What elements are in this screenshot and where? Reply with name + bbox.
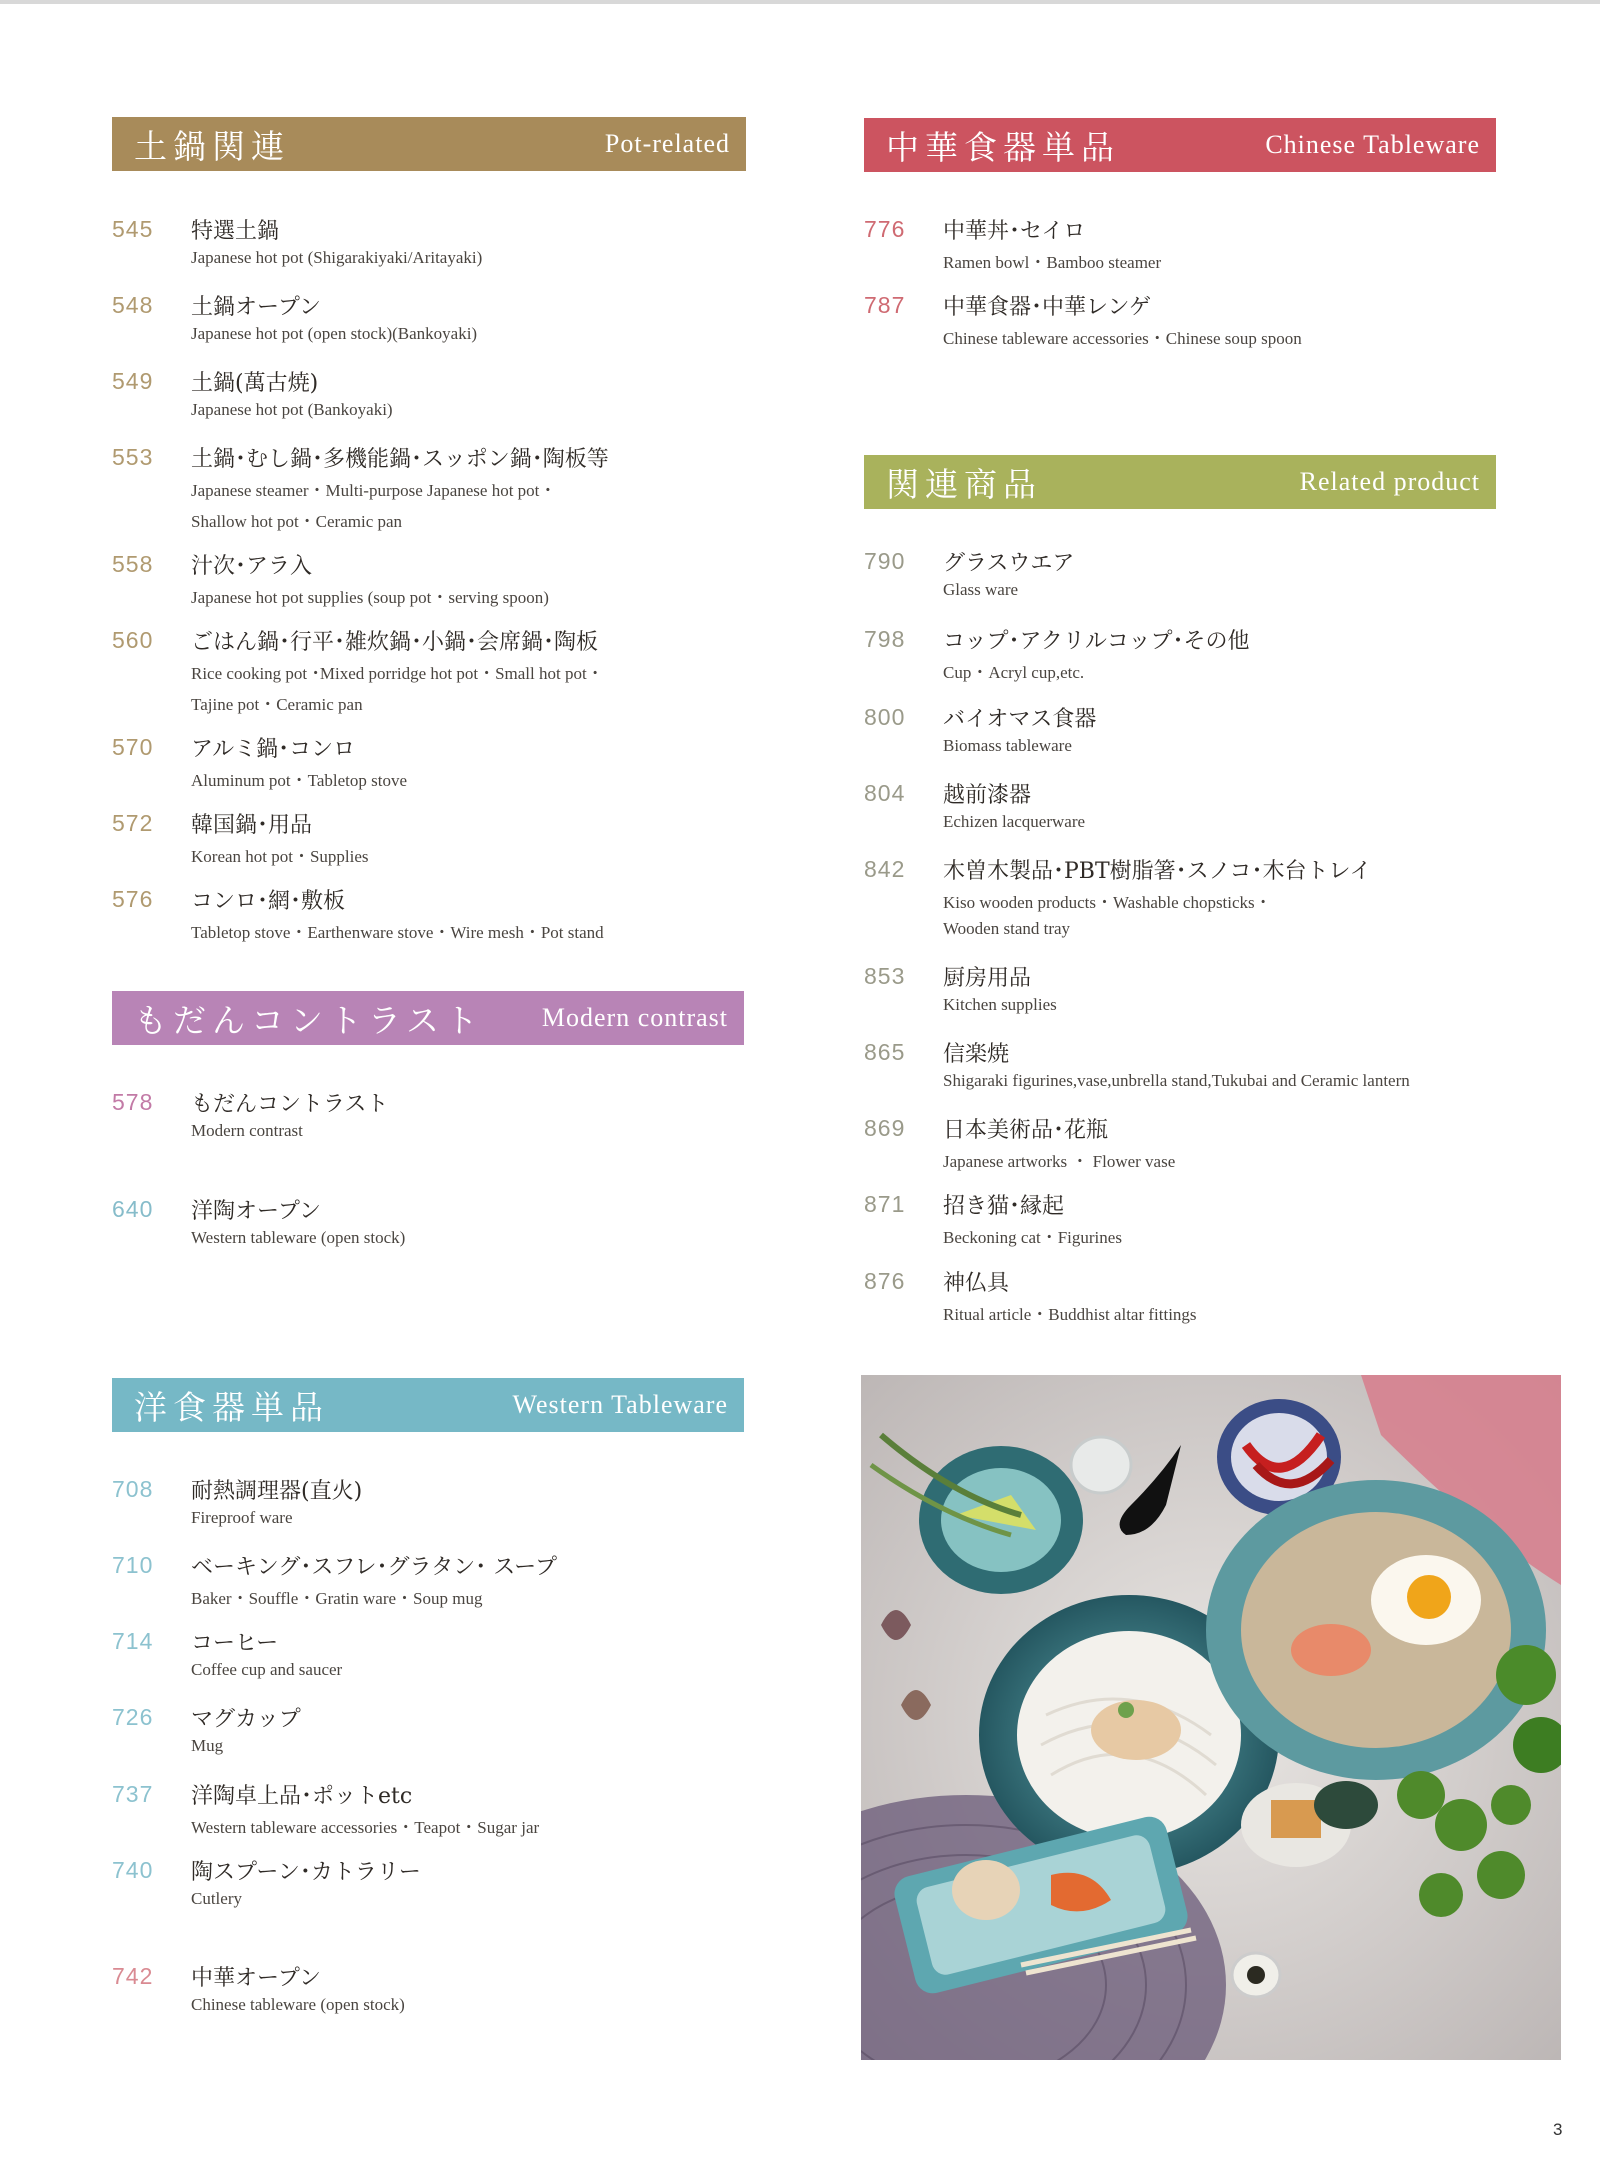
item-number: 558 <box>112 551 154 577</box>
item-name-jp: 中華オープン <box>191 1966 322 1991</box>
section-western-tableware <box>112 1378 744 2014</box>
item-number: 560 <box>112 627 154 653</box>
item-name-en: Tabletop stove・Earthenware stove・Wire mesh・Pot stand <box>191 923 604 942</box>
catalog-item <box>864 1266 1504 1326</box>
item-name-en: Kitchen supplies <box>943 995 1057 1014</box>
section-header <box>864 455 1496 509</box>
page-number: 3 <box>1553 2120 1563 2139</box>
item-name-en: Mug <box>191 1736 224 1755</box>
item-name-en: Aluminum pot・Tabletop stove <box>191 771 408 790</box>
item-name-en: Fireproof ware <box>191 1508 293 1527</box>
item-number: 790 <box>864 548 906 574</box>
catalog-item <box>112 884 752 944</box>
item-name-en: Cup・Acryl cup,etc. <box>943 663 1085 682</box>
item-name-en: Ramen bowl・Bamboo steamer <box>943 253 1162 272</box>
catalog-item <box>112 1779 752 1839</box>
item-name-jp: コーヒー <box>191 1631 279 1656</box>
catalog-item <box>864 854 1504 946</box>
item-number: 737 <box>112 1781 154 1807</box>
item-name-jp: コップ･アクリルコップ･その他 <box>943 629 1250 654</box>
item-number: 800 <box>864 704 906 730</box>
item-number: 804 <box>864 780 906 806</box>
item-name-en: Cutlery <box>191 1889 242 1908</box>
item-name-jp: 神仏具 <box>943 1271 1010 1296</box>
item-number: 871 <box>864 1191 906 1217</box>
catalog-item <box>112 442 752 534</box>
item-number: 640 <box>112 1196 154 1222</box>
top-border <box>0 0 1600 4</box>
item-name-jp: 耐熱調理器(直火) <box>191 1479 363 1504</box>
item-name-jp: 洋陶卓上品･ポットetc <box>191 1784 413 1809</box>
catalog-item <box>112 1194 752 1254</box>
section-header <box>112 1378 744 1432</box>
item-name-jp: アルミ鍋･コンロ <box>191 737 356 762</box>
catalog-item <box>864 778 1504 838</box>
item-name-en: Western tableware (open stock) <box>191 1228 406 1247</box>
item-number: 714 <box>112 1628 154 1654</box>
item-number: 549 <box>112 368 154 394</box>
section-title-jp: 洋食器単品 <box>134 1387 329 1427</box>
item-name-jp: 汁次･アラ入 <box>191 554 313 579</box>
item-name-en: Ritual article・Buddhist altar fittings <box>943 1305 1197 1324</box>
item-name-jp: もだんコントラスト <box>191 1092 389 1117</box>
item-name-en-line2: Shallow hot pot・Ceramic pan <box>191 512 403 531</box>
item-name-en: Kiso wooden products・Washable chopsticks・ <box>943 893 1272 912</box>
catalog-item <box>864 290 1504 350</box>
item-number: 742 <box>112 1963 154 1989</box>
item-name-jp: 木曽木製品･PBT樹脂箸･スノコ･木台トレイ <box>943 859 1372 884</box>
item-number: 710 <box>112 1552 154 1578</box>
item-name-en: Beckoning cat・Figurines <box>943 1228 1122 1247</box>
catalog-item <box>112 1087 752 1147</box>
catalog-item <box>112 808 752 868</box>
section-title-en: Chinese Tableware <box>1265 130 1480 159</box>
catalog-item <box>112 1961 752 2021</box>
section-chinese-tableware <box>864 118 1496 348</box>
section-header <box>112 991 744 1045</box>
section-title-jp: 関連商品 <box>886 464 1042 504</box>
item-name-en: Japanese hot pot (Bankoyaki) <box>191 400 393 419</box>
item-name-jp: 中華丼･セイロ <box>943 219 1086 244</box>
section-title-en: Modern contrast <box>541 1003 728 1032</box>
section-header <box>864 118 1496 172</box>
item-name-jp: 日本美術品･花瓶 <box>943 1118 1109 1143</box>
section-title-jp: 土鍋関連 <box>134 126 290 166</box>
item-name-en: Coffee cup and saucer <box>191 1660 343 1679</box>
catalog-item <box>864 546 1504 606</box>
item-number: 545 <box>112 216 154 242</box>
item-name-jp: 特選土鍋 <box>191 219 280 244</box>
item-number: 876 <box>864 1268 906 1294</box>
item-name-en: Western tableware accessories・Teapot・Sugar jar <box>191 1818 540 1837</box>
catalog-item <box>112 1855 752 1915</box>
section-title-en: Pot-related <box>604 129 730 158</box>
item-name-jp: 土鍋オープン <box>191 295 322 320</box>
section-pot-related <box>112 117 746 942</box>
item-name-en: Biomass tableware <box>943 736 1072 755</box>
item-name-en-line2: Wooden stand tray <box>943 919 1071 938</box>
item-name-en: Modern contrast <box>191 1121 303 1140</box>
item-number: 576 <box>112 886 154 912</box>
item-name-en: Baker・Souffle・Gratin ware・Soup mug <box>191 1589 483 1608</box>
item-name-jp: ベーキング･スフレ･グラタン･ スープ <box>191 1555 558 1580</box>
catalog-item <box>112 1626 752 1686</box>
catalog-item <box>112 366 752 426</box>
item-name-en: Echizen lacquerware <box>943 812 1086 831</box>
item-name-jp: コンロ･網･敷板 <box>191 889 346 914</box>
item-name-jp: ごはん鍋･行平･雑炊鍋･小鍋･会席鍋･陶板 <box>191 630 599 655</box>
food-photo <box>861 1375 1561 2060</box>
catalog-item <box>864 1113 1504 1173</box>
section-title-jp: 中華食器単品 <box>886 127 1120 167</box>
item-name-jp: マグカップ <box>191 1707 301 1732</box>
food-photo-illustration <box>861 1375 1561 2060</box>
item-name-en: Korean hot pot・Supplies <box>191 847 369 866</box>
section-modern-contrast <box>112 991 744 1247</box>
item-number: 548 <box>112 292 154 318</box>
catalog-item <box>864 214 1504 274</box>
catalog-item <box>864 961 1504 1021</box>
item-name-jp: 土鍋(萬古焼) <box>191 371 319 396</box>
item-name-jp: 陶スプーン･カトラリー <box>191 1860 421 1885</box>
item-number: 787 <box>864 292 906 318</box>
item-number: 726 <box>112 1704 154 1730</box>
item-name-en: Japanese steamer・Multi-purpose Japanese hot pot・ <box>191 481 557 500</box>
item-name-en: Rice cooking pot ･Mixed porridge hot pot・Small hot pot・ <box>191 664 604 683</box>
item-number: 553 <box>112 444 154 470</box>
item-name-en: Chinese tableware (open stock) <box>191 1995 405 2014</box>
item-name-jp: 中華食器･中華レンゲ <box>943 295 1152 320</box>
item-name-en: Japanese hot pot (Shigarakiyaki/Aritayaki) <box>191 248 483 267</box>
catalog-item <box>112 732 752 792</box>
item-number: 865 <box>864 1039 906 1065</box>
item-name-en: Glass ware <box>943 580 1019 599</box>
item-number: 853 <box>864 963 906 989</box>
item-name-en: Japanese hot pot supplies (soup pot・serving spoon) <box>191 588 549 607</box>
item-number: 798 <box>864 626 906 652</box>
item-name-en-line2: Tajine pot・Ceramic pan <box>191 695 363 714</box>
section-title-jp: もだんコントラスト <box>134 1000 485 1040</box>
catalog-item <box>112 625 752 717</box>
catalog-item <box>112 1702 752 1762</box>
catalog-item <box>864 1189 1504 1249</box>
item-number: 740 <box>112 1857 154 1883</box>
catalog-item <box>112 1474 752 1534</box>
item-name-jp: 厨房用品 <box>943 966 1032 991</box>
item-number: 578 <box>112 1089 154 1115</box>
item-name-en: Chinese tableware accessories・Chinese soup spoon <box>943 329 1302 348</box>
item-number: 842 <box>864 856 906 882</box>
item-name-jp: バイオマス食器 <box>943 707 1097 732</box>
item-name-jp: 土鍋･むし鍋･多機能鍋･スッポン鍋･陶板等 <box>191 447 609 472</box>
item-name-jp: 越前漆器 <box>943 783 1032 808</box>
catalog-item <box>864 624 1504 684</box>
item-number: 776 <box>864 216 906 242</box>
section-header <box>112 117 746 171</box>
item-name-en: Japanese hot pot (open stock)(Bankoyaki) <box>191 324 478 343</box>
section-title-en: Western Tableware <box>512 1390 728 1419</box>
item-name-jp: 韓国鍋･用品 <box>191 813 313 838</box>
catalog-item <box>864 1037 1504 1097</box>
section-title-en: Related product <box>1299 467 1480 496</box>
item-number: 570 <box>112 734 154 760</box>
item-name-jp: 洋陶オープン <box>191 1199 322 1224</box>
catalog-item <box>112 549 752 609</box>
item-number: 572 <box>112 810 154 836</box>
item-name-jp: 信楽焼 <box>943 1042 1010 1067</box>
catalog-item <box>112 290 752 350</box>
item-number: 708 <box>112 1476 154 1502</box>
item-number: 869 <box>864 1115 906 1141</box>
item-name-jp: 招き猫･縁起 <box>943 1194 1065 1219</box>
catalog-item <box>112 1550 752 1610</box>
catalog-item <box>112 214 752 274</box>
item-name-en: Shigaraki figurines,vase,unbrella stand,Tukubai and Ceramic lantern <box>943 1071 1410 1090</box>
item-name-jp: グラスウエア <box>943 551 1075 576</box>
item-name-en: Japanese artworks ・ Flower vase <box>943 1152 1176 1171</box>
section-related-product <box>864 455 1496 1324</box>
catalog-item <box>864 702 1504 762</box>
